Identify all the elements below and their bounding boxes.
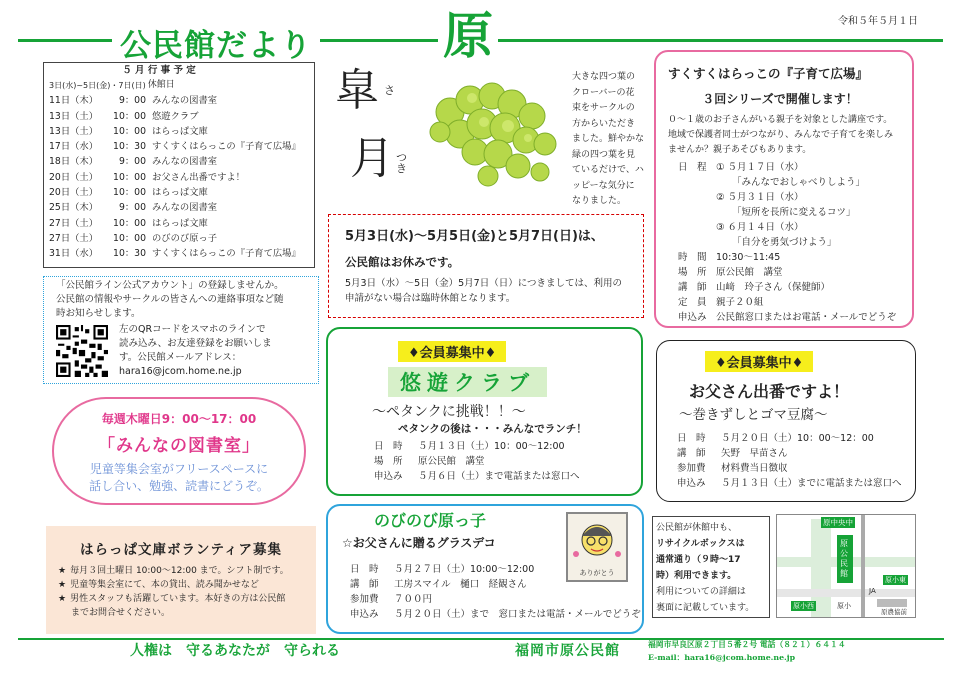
schedule-row: 27日（土） 10：00 はらっぱ文庫 [49, 217, 208, 229]
detail-row [350, 577, 641, 592]
kosodate-intro-line: ませんか？親子あそびもあります。 [668, 145, 812, 155]
kosodate-intro-line: 地域で保護者同士がつながり、みんなで子育てを楽しみ [668, 130, 894, 140]
detail-value: ５月６日（土）まで電話または窓口へ [418, 471, 580, 482]
footer-name: 福岡市原公民館 [515, 643, 620, 659]
satsuki-desc-line: 大きな四つ葉の [572, 72, 636, 82]
detail-label: 申込み [678, 312, 707, 323]
detail-row [677, 476, 902, 491]
satsuki-desc-line: クローバーの花 [572, 87, 635, 98]
detail-row [678, 280, 912, 295]
detail-value: ５月１３日（土）10：00～12:00 [418, 441, 565, 452]
detail-value: ５月１３日（土）までに電話または窓口へ [721, 478, 902, 489]
detail-value: 材料費当日徴収 [721, 463, 788, 474]
footer-address: 福岡市早良区原２丁目５番２号 電話（８２１）６４１４ [648, 640, 846, 649]
schedule-row: 13日（土） 10：00 はらっぱ文庫 [49, 125, 208, 137]
satsuki-desc-line: なりました。 [572, 196, 627, 206]
volunteer-title: はらっぱ文庫ボランティア募集 [80, 542, 282, 558]
volunteer-item: までお問合せください。 [71, 608, 171, 618]
clover-icon [420, 72, 570, 202]
qr-instruction-text: 読み込み、お友達登録をお願いしま [119, 338, 272, 349]
detail-label: 講 師 [678, 282, 707, 293]
qr-instruction-text: す。公民館メールアドレス： [119, 352, 242, 363]
closed-line-2: 申請がない場合は臨時休館となります。 [345, 293, 516, 304]
star-bullet-icon: ★ [58, 594, 67, 604]
nobinobi-title: のびのび原っ子 [368, 508, 492, 531]
kosodate-schedule-label: 日 程 [678, 162, 707, 173]
detail-label: 日 時 [677, 433, 706, 444]
detail-row [350, 607, 641, 622]
qr-code[interactable] [56, 325, 108, 377]
satsuki-char-2: 月 [350, 133, 394, 184]
line-account-box [43, 276, 319, 384]
schedule-row: 20日（土） 10：00 お父さん出番ですよ！ [49, 171, 245, 183]
detail-label: 場 所 [374, 456, 403, 467]
closed-sub: 公民館はお休みです。 [345, 255, 460, 269]
schedule-row: 20日（土） 10：00 はらっぱ文庫 [49, 187, 208, 199]
detail-value: 工房スマイル 樋口 経観さん [394, 579, 527, 590]
schedule-title: ５ 月 行 事 予 定 [122, 65, 196, 76]
satsuki-desc-line: ました。鮮やかな [572, 134, 645, 144]
volunteer-item: ★ 児童等集会室にて、本の貸出、読み聞かせなど [58, 580, 259, 590]
kosodate-session-theme: 「短所を長所に変えるコツ」 [732, 207, 856, 218]
detail-label: 講 師 [677, 448, 706, 459]
library-title: 「みんなの図書室」 [98, 436, 260, 456]
detail-label: 場 所 [678, 267, 707, 278]
recycle-line: 時）利用できます。 [656, 571, 737, 581]
otosan-subtitle: ～巻きずしとゴマ豆腐～ [679, 407, 828, 423]
header-big-char: 原 [443, 6, 493, 65]
face-drawing-icon [568, 514, 626, 564]
recycle-line: リサイクルボックスは [656, 539, 745, 549]
detail-value: 原公民館 講堂 [716, 267, 783, 278]
map-label-school: 原中央中 [823, 518, 853, 527]
library-line-1: 児童等集会室がフリースペースに [89, 462, 269, 476]
yuyu-title: 悠遊クラブ [388, 367, 547, 397]
kosodate-intro-line: ０～１歳のお子さんがいる親子を対象とした講座です。 [668, 115, 893, 125]
yuyu-banner: ♦会員募集中♦ [398, 341, 506, 362]
detail-label: 講 師 [350, 579, 379, 590]
detail-value: ５月２０日（土）まで 窓口または電話・メールでどうぞ [394, 609, 641, 620]
detail-label: 申込み [677, 478, 706, 489]
recycle-box [652, 516, 770, 618]
detail-label: 日 時 [350, 564, 379, 575]
header-line-right [498, 39, 943, 42]
detail-row [374, 469, 580, 484]
volunteer-item: ★ 毎月３回土曜日 10:00～12:00 まで。シフト制です。 [58, 566, 289, 576]
kosodate-session-date: ③ ６月１４日（水） [716, 222, 804, 233]
detail-row [677, 446, 902, 461]
footer-slogan: 人権は 守るあなたが 守られる [130, 643, 340, 659]
schedule-row: 17日（水） 10：30 すくすくはらっこの『子育て広場』 [49, 141, 301, 153]
detail-row [350, 562, 641, 577]
star-bullet-icon: ★ [58, 566, 67, 576]
closed-headline: 5月3日(水)～5月5日(金)と5月7日(日)は、 [345, 229, 604, 244]
header-title: 公民館だより [112, 20, 320, 65]
detail-label: 日 時 [374, 441, 403, 452]
qr-code-icon [56, 325, 108, 377]
map-label-hara-sho-nishi: 原小西 [793, 602, 814, 610]
detail-value: 原公民館 講堂 [418, 456, 485, 467]
recycle-line: 利用についての詳細は [656, 587, 746, 597]
satsuki-desc-line: ているだけで、ハ [572, 165, 644, 175]
line-account-text: 公民館の情報やサークルの皆さんへの連絡事項など随 [56, 294, 284, 305]
star-bullet-icon: ★ [58, 580, 67, 590]
issue-date: 令和５年５月１日 [838, 16, 918, 27]
nobinobi-card-text: ありがとう [579, 569, 615, 577]
nobinobi-subtitle: ☆お父さんに贈るグラスデコ [342, 536, 496, 550]
kosodate-session-date: ② ５月３１日（水） [716, 192, 804, 203]
detail-value: 矢野 早苗さん [721, 448, 788, 459]
detail-label: 申込み [374, 471, 403, 482]
detail-value: 10:30～11:45 [716, 252, 781, 263]
kosodate-session-theme: 「自分を勇気づけよう」 [732, 237, 837, 248]
schedule-box [43, 62, 315, 268]
schedule-row: 27日（土） 10：00 のびのび原っ子 [49, 232, 218, 244]
detail-value: ５月２０日（土）10：00～12：00 [721, 433, 874, 444]
otosan-title: お父さん出番ですよ！ [689, 382, 850, 401]
clover-bouquet [420, 72, 570, 202]
satsuki-desc-line: 緑の四つ葉を見 [572, 149, 636, 160]
kosodate-box [654, 50, 914, 328]
qr-instruction-text: 左のQRコードをスマホのラインで [119, 324, 266, 335]
detail-label: 定 員 [678, 297, 707, 308]
nobinobi-box [326, 504, 644, 634]
schedule-row: 11日（木） 9：00 みんなの図書室 [49, 95, 218, 107]
satsuki-ruby-2: つき [396, 151, 407, 175]
line-account-text: 時お知らせします。 [56, 308, 141, 319]
schedule-row: 25日（木） 9：00 みんなの図書室 [49, 202, 218, 214]
detail-label: 時 間 [678, 252, 707, 263]
detail-value: 山﨑 玲子さん（保健師） [716, 282, 831, 293]
detail-row [677, 431, 902, 446]
map-label-nokyo-mae: 原農協前 [881, 608, 907, 616]
map-label-ja: JA [869, 587, 876, 595]
detail-row [374, 454, 580, 469]
yuyu-note: ペタンクの後は・・・みんなでランチ！ [398, 423, 587, 435]
library-bubble [52, 397, 306, 505]
detail-row [678, 265, 912, 280]
library-top: 毎週木曜日9：00～17：00 [101, 412, 257, 426]
kosodate-session-date: ① ５月１７日（水） [716, 162, 804, 173]
line-account-text: 「公民館ライン公式アカウント」の登録しませんか。 [56, 280, 284, 291]
volunteer-box [46, 526, 316, 634]
footer-email: E-mail：hara16@jcom.home.ne.jp [648, 653, 796, 662]
closed-notice-box [328, 214, 644, 318]
schedule-row: 13日（土） 10：00 悠遊クラブ [49, 110, 199, 122]
recycle-line: 公民館が休館中も、 [656, 523, 738, 533]
map-label-kominkan: 原公民館 [840, 539, 848, 578]
schedule-closed-row: 3日(水)~5日(金)・7日(日) 休館日 [49, 80, 175, 90]
yuyu-club-box [326, 327, 643, 496]
detail-label: 参加費 [677, 463, 706, 474]
satsuki-description [572, 70, 644, 210]
map-label-hara-sho: 原小 [837, 602, 851, 610]
detail-row [374, 439, 580, 454]
detail-value: ５月２７日（土）10:00～12:00 [394, 564, 535, 575]
otosan-banner: ♦会員募集中♦ [705, 351, 813, 372]
yuyu-subtitle: ～ペタンクに挑戦！！～ [372, 404, 526, 420]
kosodate-subtitle: ３回シリーズで開催します！ [702, 92, 858, 106]
recycle-line: 裏面に記載しています。 [656, 603, 755, 613]
otosan-box [656, 340, 916, 502]
satsuki-char-1: 皐 [335, 65, 379, 116]
detail-row [678, 310, 912, 325]
satsuki-desc-line: ッピーな気分に [572, 180, 635, 191]
recycle-line: 通常通り（９時～17 [656, 555, 741, 565]
qr-instruction-text: hara16@jcom.home.ne.jp [119, 366, 242, 377]
detail-row [678, 250, 912, 265]
schedule-row: 31日（水） 10：30 すくすくはらっこの『子育て広場』 [49, 248, 301, 260]
detail-row [350, 592, 641, 607]
library-line-2: 話し合い、勉強、読書にどうぞ。 [89, 479, 269, 493]
satsuki-ruby-1: さ [384, 84, 395, 97]
detail-value: 公民館窓口またはお電話・メールでどうぞ [716, 312, 897, 323]
satsuki-desc-line: 束をサークルの [572, 103, 635, 113]
detail-label: 参加費 [350, 594, 379, 605]
volunteer-item: ★ 男性スタッフも活躍しています。本好きの方は公民館 [58, 594, 286, 604]
map [776, 514, 916, 618]
map-label-hara-sho-higashi: 原小東 [885, 576, 906, 584]
detail-row [677, 461, 902, 476]
detail-value: ７００円 [394, 594, 433, 605]
satsuki-desc-line: 方からいただき [572, 118, 636, 129]
closed-line-1: 5月3日（水）～5日（金）5月7日（日）につきましては、利用の [345, 278, 623, 289]
kosodate-title: すくすくはらっこの『子育て広場』 [668, 66, 869, 81]
detail-value: 親子２０組 [716, 297, 764, 308]
detail-row [678, 295, 912, 310]
detail-label: 申込み [350, 609, 379, 620]
kosodate-session-theme: 「みんなでおしゃべりしよう」 [732, 177, 866, 188]
schedule-row: 18日（木） 9：00 みんなの図書室 [49, 156, 218, 168]
